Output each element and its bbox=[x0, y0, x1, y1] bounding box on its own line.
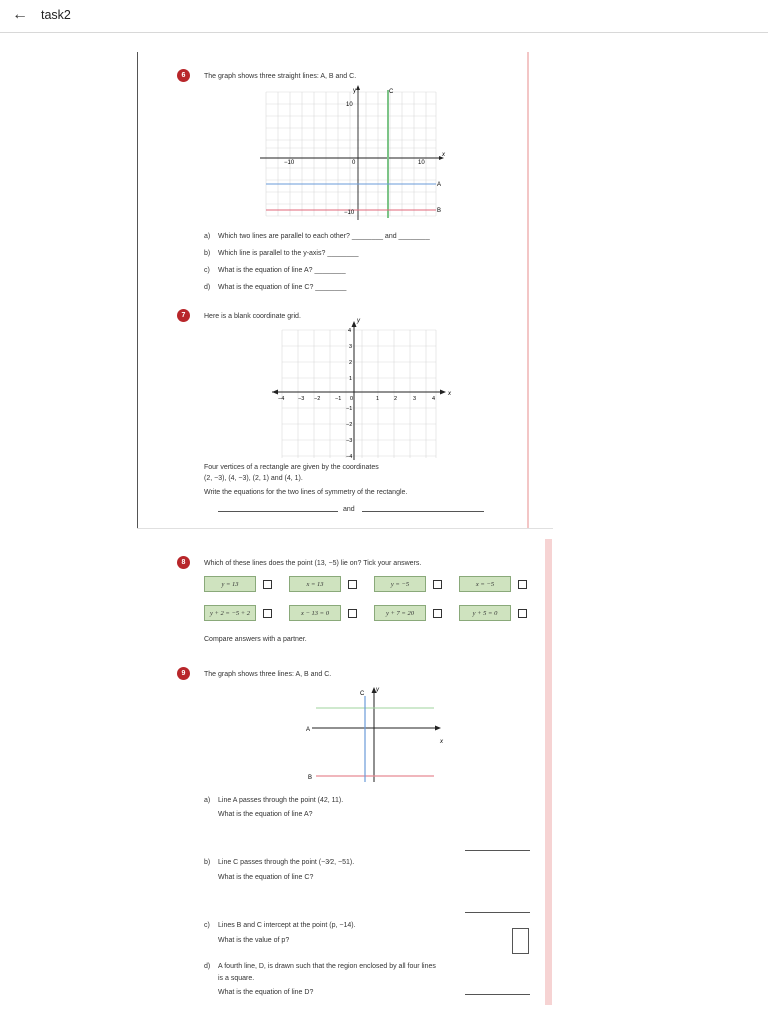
q6-y-axis-label: y bbox=[353, 88, 356, 94]
q9-b-letter: b) bbox=[204, 859, 211, 866]
page-left-border bbox=[137, 52, 138, 528]
q9-line-c-label: C bbox=[360, 691, 365, 697]
q7-x-tick: 4 bbox=[432, 396, 436, 402]
q9-d-line1: A fourth line, D, is drawn such that the region enclosed by all four lines bbox=[218, 963, 436, 970]
page-title: task2 bbox=[41, 8, 71, 22]
q9-c-line1: Lines B and C intercept at the point (p, −14). bbox=[218, 922, 356, 929]
q8-checkbox[interactable] bbox=[518, 580, 527, 589]
q9-d-line3: What is the equation of line D? bbox=[218, 989, 314, 996]
q7-x-axis-label: x bbox=[448, 391, 451, 397]
q8-checkbox[interactable] bbox=[433, 609, 442, 618]
q7-x-tick: −4 bbox=[278, 396, 285, 402]
page-separator bbox=[137, 528, 553, 529]
q6-part-b-text: Which line is parallel to the y-axis? ________ bbox=[218, 250, 359, 257]
question-number-8: 8 bbox=[177, 556, 190, 569]
q9-d-answer-line[interactable] bbox=[465, 994, 530, 995]
q8-checkbox[interactable] bbox=[263, 609, 272, 618]
q8-option: x = −5 bbox=[459, 576, 511, 592]
q7-text-3: Write the equations for the two lines of symmetry of the rectangle. bbox=[204, 489, 408, 496]
q6-x-axis-label: x bbox=[442, 152, 445, 158]
q9-b-line1: Line C passes through the point (−3⁄2, −51). bbox=[218, 859, 355, 866]
q6-tick-y10: 10 bbox=[346, 102, 353, 108]
q6-part-a-letter: a) bbox=[204, 233, 211, 240]
q7-y-tick: −2 bbox=[346, 422, 353, 428]
q7-graph bbox=[272, 318, 458, 462]
q9-b-line2: What is the equation of line C? bbox=[218, 874, 314, 881]
q7-and-label: and bbox=[343, 506, 355, 513]
q7-text-1: Four vertices of a rectangle are given by the coordinates bbox=[204, 464, 379, 471]
q6-part-c-text: What is the equation of line A? ________ bbox=[218, 267, 346, 274]
question-number-9: 9 bbox=[177, 667, 190, 680]
q6-line-a-label: A bbox=[437, 182, 442, 188]
q7-x-tick: −3 bbox=[298, 396, 305, 402]
q9-prompt: The graph shows three lines: A, B and C. bbox=[204, 671, 332, 678]
q6-part-c-letter: c) bbox=[204, 267, 210, 274]
q7-y-tick: 1 bbox=[349, 376, 353, 382]
q7-y-tick: −4 bbox=[346, 454, 353, 460]
q7-answer-line-1[interactable] bbox=[218, 511, 338, 512]
q8-option: x − 13 = 0 bbox=[289, 605, 341, 621]
q8-checkbox[interactable] bbox=[518, 609, 527, 618]
q6-tick-yneg10: −10 bbox=[344, 210, 355, 216]
page-margin-line bbox=[527, 52, 529, 528]
q9-line-b-label: B bbox=[308, 775, 313, 781]
q9-a-line2: What is the equation of line A? bbox=[218, 811, 313, 818]
q7-y-tick: 4 bbox=[348, 328, 352, 334]
q8-option: y + 5 = 0 bbox=[459, 605, 511, 621]
question-number-7: 7 bbox=[177, 309, 190, 322]
q6-graph bbox=[258, 84, 450, 224]
q9-c-answer-box[interactable] bbox=[512, 928, 529, 954]
q9-c-letter: c) bbox=[204, 922, 210, 929]
q8-option: y + 2 = −5 + 2 bbox=[204, 605, 256, 621]
q7-x-tick: −1 bbox=[335, 396, 342, 402]
q8-option: x = 13 bbox=[289, 576, 341, 592]
q7-text-2: (2, −3), (4, −3), (2, 1) and (4, 1). bbox=[204, 475, 303, 482]
q8-prompt: Which of these lines does the point (13, −5) lie on? Tick your answers. bbox=[204, 560, 422, 567]
q6-tick-origin: 0 bbox=[352, 160, 356, 166]
q7-x-tick: 0 bbox=[350, 396, 354, 402]
q6-prompt: The graph shows three straight lines: A, B and C. bbox=[204, 73, 357, 80]
q7-y-tick: 2 bbox=[349, 360, 353, 366]
q7-y-tick: −3 bbox=[346, 438, 353, 444]
q7-x-tick: 1 bbox=[376, 396, 380, 402]
q8-checkbox[interactable] bbox=[348, 609, 357, 618]
q6-tick-xneg10: −10 bbox=[284, 160, 295, 166]
q9-d-letter: d) bbox=[204, 963, 211, 970]
q6-line-c-label: C bbox=[389, 89, 394, 95]
arrow-left-icon[interactable]: ← bbox=[12, 6, 28, 23]
q7-prompt: Here is a blank coordinate grid. bbox=[204, 313, 301, 320]
q9-a-letter: a) bbox=[204, 797, 211, 804]
q7-x-tick: 2 bbox=[394, 396, 398, 402]
q6-part-d-text: What is the equation of line C? ________ bbox=[218, 284, 347, 291]
app-bar bbox=[0, 0, 768, 33]
q8-checkbox[interactable] bbox=[433, 580, 442, 589]
q6-tick-x10: 10 bbox=[418, 160, 425, 166]
q6-part-d-letter: d) bbox=[204, 284, 211, 291]
q9-a-answer-line[interactable] bbox=[465, 850, 530, 851]
question-number-6: 6 bbox=[177, 69, 190, 82]
q8-option: y = 13 bbox=[204, 576, 256, 592]
q7-x-tick: 3 bbox=[413, 396, 417, 402]
q6-part-b-letter: b) bbox=[204, 250, 211, 257]
q7-y-tick: 3 bbox=[349, 344, 353, 350]
q6-line-b-label: B bbox=[437, 208, 442, 214]
q9-d-line2: is a square. bbox=[218, 975, 255, 982]
q7-y-axis-label: y bbox=[357, 318, 360, 324]
q9-y-axis-label: y bbox=[376, 687, 379, 693]
q7-answer-line-2[interactable] bbox=[362, 511, 484, 512]
q9-x-axis-label: x bbox=[440, 739, 443, 745]
q8-option: y + 7 = 20 bbox=[374, 605, 426, 621]
q8-footer: Compare answers with a partner. bbox=[204, 636, 307, 643]
q9-c-line2: What is the value of p? bbox=[218, 937, 290, 944]
q7-x-tick: −2 bbox=[314, 396, 321, 402]
q9-line-a-label: A bbox=[306, 727, 311, 733]
q9-a-line1: Line A passes through the point (42, 11). bbox=[218, 797, 344, 804]
q7-y-tick: −1 bbox=[346, 406, 353, 412]
q8-option: y = −5 bbox=[374, 576, 426, 592]
q9-graph bbox=[300, 684, 450, 784]
page-margin-band bbox=[545, 539, 552, 1005]
q9-b-answer-line[interactable] bbox=[465, 912, 530, 913]
q6-part-a-text: Which two lines are parallel to each other? ________ and ________ bbox=[218, 233, 430, 240]
q8-checkbox[interactable] bbox=[263, 580, 272, 589]
q8-checkbox[interactable] bbox=[348, 580, 357, 589]
